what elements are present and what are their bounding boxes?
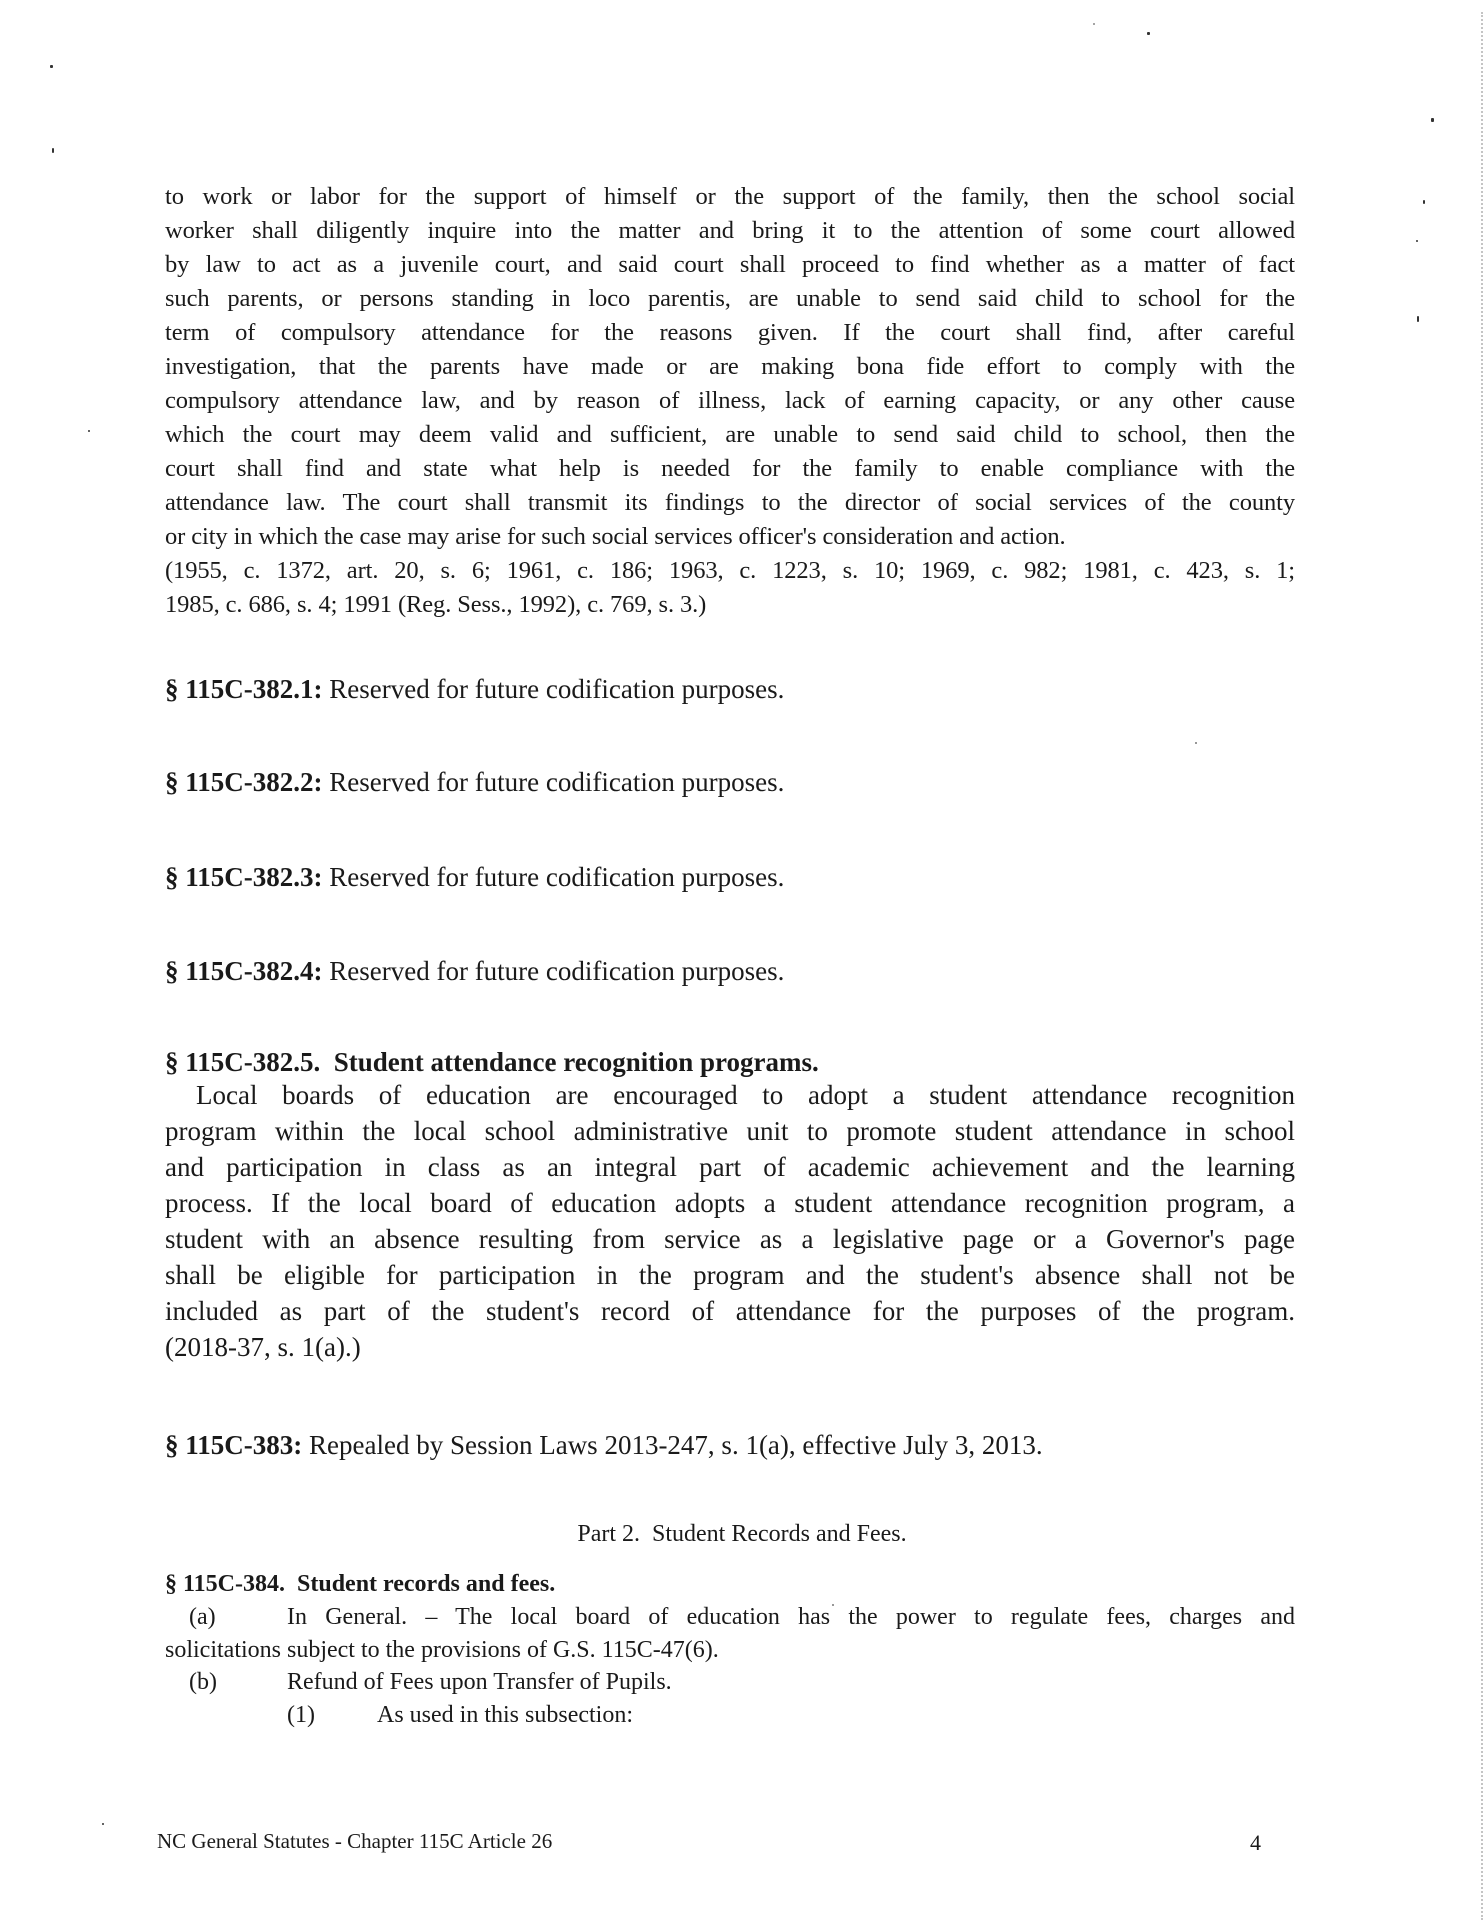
section-text: Reserved for future codification purposes. — [322, 862, 785, 892]
scan-speck — [52, 148, 54, 153]
paragraph-line: included as part of the student's record of attendance for the purposes of the program. — [165, 1296, 1295, 1326]
citation-line: 1985, c. 686, s. 4; 1991 (Reg. Sess., 1992), c. 769, s. 3.) — [165, 591, 707, 618]
footer-title: NC General Statutes - Chapter 115C Article 26 — [157, 1829, 553, 1853]
paragraph-line: shall be eligible for participation in the program and the student's absence shall not be — [165, 1260, 1295, 1290]
section-number: § 115C-382.4: — [165, 956, 323, 986]
scan-speck — [1147, 32, 1150, 35]
item-1-text: As used in this subsection: — [377, 1702, 633, 1728]
section-heading: § 115C-384. Student records and fees. — [165, 1571, 556, 1597]
scan-speck — [50, 65, 53, 68]
section-heading: § 115C-382.5. Student attendance recognition programs. — [165, 1047, 819, 1077]
scan-speck — [1423, 200, 1425, 204]
scan-speck — [88, 430, 90, 432]
scan-speck — [1093, 23, 1095, 25]
paragraph-line: attendance law. The court shall transmit its findings to the director of social services of the county — [165, 489, 1295, 516]
scan-speck — [1417, 316, 1419, 322]
paragraph-line: investigation, that the parents have made or are making bona fide effort to comply with the — [165, 353, 1295, 380]
paragraph-line: to work or labor for the support of himself or the support of the family, then the school social — [165, 183, 1295, 210]
part-heading: Part 2. Student Records and Fees. — [577, 1521, 907, 1547]
section-383 — [165, 1432, 1295, 1459]
reserved-section-382-1 — [165, 676, 1295, 703]
section-text: Reserved for future codification purposes. — [322, 767, 785, 797]
section-text: Reserved for future codification purposes. — [322, 674, 785, 704]
paragraph-line: court shall find and state what help is needed for the family to enable compliance with the — [165, 455, 1295, 482]
section-number: § 115C-382.1: — [165, 674, 323, 704]
paragraph-line: by law to act as a juvenile court, and said court shall proceed to find whether as a matter of fact — [165, 251, 1295, 278]
item-label-1: (1) — [287, 1702, 315, 1728]
reserved-section-382-4 — [165, 958, 1295, 985]
scan-speck — [1416, 240, 1418, 242]
paragraph-line: or city in which the case may arise for such social services officer's consideration and action. — [165, 523, 1066, 550]
scan-speck — [1195, 742, 1197, 744]
paragraph-line: term of compulsory attendance for the reasons given. If the court shall find, after careful — [165, 319, 1295, 346]
reserved-section-382-3 — [165, 864, 1295, 891]
subsection-label-a: (a) — [189, 1604, 216, 1630]
subsection-a-text-continued: solicitations subject to the provisions of G.S. 115C-47(6). — [165, 1637, 719, 1663]
paragraph-line: which the court may deem valid and sufficient, are unable to send said child to school, then the — [165, 421, 1295, 448]
paragraph-line: such parents, or persons standing in loco parentis, are unable to send said child to school for the — [165, 285, 1295, 312]
section-text: Reserved for future codification purposes. — [322, 956, 785, 986]
subsection-label-b: (b) — [189, 1669, 217, 1695]
scan-speck — [102, 1823, 104, 1825]
paragraph-line: compulsory attendance law, and by reason of illness, lack of earning capacity, or any other cause — [165, 387, 1295, 414]
citation-line: (2018-37, s. 1(a).) — [165, 1332, 361, 1362]
scan-speck — [1431, 118, 1434, 122]
subsection-b-text: Refund of Fees upon Transfer of Pupils. — [287, 1669, 672, 1695]
paragraph-line: student with an absence resulting from service as a legislative page or a Governor's page — [165, 1224, 1295, 1254]
paragraph-line: Local boards of education are encouraged to adopt a student attendance recognition — [196, 1080, 1295, 1110]
section-number: § 115C-382.3: — [165, 862, 323, 892]
section-number: § 115C-382.2: — [165, 767, 323, 797]
paragraph-line: program within the local school administrative unit to promote student attendance in school — [165, 1116, 1295, 1146]
paragraph-line: worker shall diligently inquire into the matter and bring it to the attention of some court allowed — [165, 217, 1295, 244]
reserved-section-382-2 — [165, 769, 1295, 796]
subsection-a-text: In General. – The local board of education has the power to regulate fees, charges and — [287, 1604, 1295, 1630]
section-text: Repealed by Session Laws 2013-247, s. 1(a), effective July 3, 2013. — [302, 1430, 1043, 1460]
citation-line: (1955, c. 1372, art. 20, s. 6; 1961, c. 186; 1963, c. 1223, s. 10; 1969, c. 982; 1981, c. 423, s. 1; — [165, 557, 1295, 584]
paragraph-line: and participation in class as an integral part of academic achievement and the learning — [165, 1152, 1295, 1182]
scan-edge-dotted-line — [1481, 12, 1483, 1920]
paragraph-line: process. If the local board of education adopts a student attendance recognition program, a — [165, 1188, 1295, 1218]
page-number: 4 — [1250, 1830, 1261, 1855]
section-number: § 115C-383: — [165, 1430, 303, 1460]
